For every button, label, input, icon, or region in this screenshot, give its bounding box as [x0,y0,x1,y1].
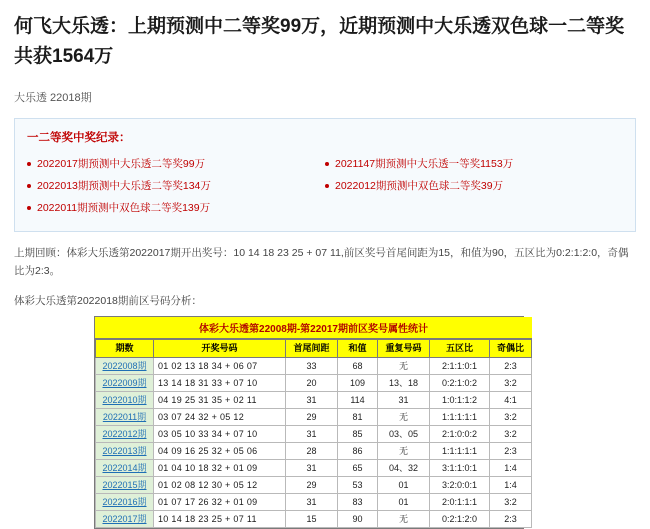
award-record-column-right [325,153,623,219]
cell-gap: 31 [286,392,338,409]
cell-odd-even: 3:2 [490,426,532,443]
table-row [96,426,532,443]
cell-repeat: 无 [378,443,430,460]
cell-gap: 31 [286,460,338,477]
page-title: 何飞大乐透：上期预测中二等奖99万，近期预测中大乐透双色球一二等奖共获1564万 [14,16,625,67]
cell-repeat: 无 [378,409,430,426]
list-item[interactable]: 2022012期预测中双色球二等奖39万 [325,175,623,197]
cell-numbers: 01 07 17 26 32 + 01 09 [154,494,286,511]
cell-odd-even: 3:2 [490,375,532,392]
list-item[interactable]: 2022011期预测中双色球二等奖139万 [27,197,325,219]
cell-five-zone: 2:1:1:0:1 [430,358,490,375]
cell-issue[interactable]: 2022011期 [96,409,154,426]
cell-five-zone: 1:1:1:1:1 [430,409,490,426]
cell-repeat: 31 [378,392,430,409]
cell-issue[interactable]: 2022016期 [96,494,154,511]
cell-numbers: 01 02 08 12 30 + 05 12 [154,477,286,494]
cell-numbers: 13 14 18 31 33 + 07 10 [154,375,286,392]
cell-sum: 90 [338,511,378,528]
stats-table-caption: 体彩大乐透第22008期-第22017期前区奖号属性统计 [95,317,532,339]
cell-five-zone: 3:1:1:0:1 [430,460,490,477]
award-record-title: 一二等奖中奖纪录： [27,132,131,144]
cell-five-zone: 1:1:1:1:1 [430,443,490,460]
cell-sum: 83 [338,494,378,511]
cell-gap: 33 [286,358,338,375]
cell-repeat: 13、18 [378,375,430,392]
cell-five-zone: 2:0:1:1:1 [430,494,490,511]
cell-numbers: 03 05 10 33 34 + 07 10 [154,426,286,443]
cell-issue[interactable]: 2022014期 [96,460,154,477]
column-header-numbers: 开奖号码 [154,340,286,358]
column-header-issue: 期数 [96,340,154,358]
cell-odd-even: 4:1 [490,392,532,409]
cell-odd-even: 2:3 [490,511,532,528]
cell-issue[interactable]: 2022015期 [96,477,154,494]
cell-odd-even: 3:2 [490,494,532,511]
cell-gap: 31 [286,426,338,443]
cell-numbers: 04 09 16 25 32 + 05 06 [154,443,286,460]
cell-gap: 20 [286,375,338,392]
column-header-five-zone: 五区比 [430,340,490,358]
cell-numbers: 04 19 25 31 35 + 02 11 [154,392,286,409]
analysis-intro-paragraph: 体彩大乐透第2022018期前区号码分析： [14,295,202,307]
table-row [96,494,532,511]
cell-gap: 28 [286,443,338,460]
cell-five-zone: 2:1:0:0:2 [430,426,490,443]
column-header-gap: 首尾间距 [286,340,338,358]
cell-five-zone: 0:2:1:0:2 [430,375,490,392]
cell-sum: 86 [338,443,378,460]
lottery-stats-table [95,317,532,528]
column-header-odd-even: 奇偶比 [490,340,532,358]
table-row [96,392,532,409]
previous-review-paragraph: 上期回顾：体彩大乐透第2022017期开出奖号：10 14 18 23 25 + 07 11,前区奖号首尾间距为15，和值为90，五区比为0:2:1:2:0，奇偶比为2:3。 [14,247,629,277]
cell-issue[interactable]: 2022008期 [96,358,154,375]
list-item[interactable]: 2022017期预测中大乐透二等奖99万 [27,153,325,175]
table-row [96,477,532,494]
cell-repeat: 03、05 [378,426,430,443]
column-header-sum: 和值 [338,340,378,358]
cell-odd-even: 1:4 [490,460,532,477]
cell-numbers: 01 04 10 18 32 + 01 09 [154,460,286,477]
cell-five-zone: 1:0:1:1:2 [430,392,490,409]
cell-repeat: 04、32 [378,460,430,477]
cell-odd-even: 3:2 [490,409,532,426]
column-header-repeat: 重复号码 [378,340,430,358]
cell-issue[interactable]: 2022009期 [96,375,154,392]
cell-numbers: 10 14 18 23 25 + 07 11 [154,511,286,528]
table-row [96,460,532,477]
table-header-row [96,340,532,358]
table-row [96,511,532,528]
cell-sum: 53 [338,477,378,494]
cell-sum: 114 [338,392,378,409]
cell-repeat: 01 [378,477,430,494]
table-row [96,358,532,375]
cell-issue[interactable]: 2022012期 [96,426,154,443]
cell-issue[interactable]: 2022017期 [96,511,154,528]
cell-gap: 31 [286,494,338,511]
cell-odd-even: 2:3 [490,443,532,460]
cell-sum: 81 [338,409,378,426]
cell-five-zone: 3:2:0:0:1 [430,477,490,494]
cell-sum: 85 [338,426,378,443]
cell-sum: 65 [338,460,378,477]
cell-repeat: 无 [378,358,430,375]
cell-odd-even: 2:3 [490,358,532,375]
list-item[interactable]: 2022013期预测中大乐透二等奖134万 [27,175,325,197]
award-record-box [14,118,636,232]
table-row [96,375,532,392]
cell-repeat: 01 [378,494,430,511]
cell-issue[interactable]: 2022013期 [96,443,154,460]
article-subtitle: 大乐透 22018期 [14,92,92,104]
list-item[interactable]: 2021147期预测中大乐透一等奖1153万 [325,153,623,175]
table-row [96,443,532,460]
stats-table-wrapper [94,316,524,529]
cell-five-zone: 0:2:1:2:0 [430,511,490,528]
cell-issue[interactable]: 2022010期 [96,392,154,409]
cell-odd-even: 1:4 [490,477,532,494]
cell-sum: 109 [338,375,378,392]
cell-repeat: 无 [378,511,430,528]
table-row [96,409,532,426]
award-record-grid [27,153,623,219]
cell-gap: 15 [286,511,338,528]
cell-numbers: 01 02 13 18 34 + 06 07 [154,358,286,375]
cell-numbers: 03 07 24 32 + 05 12 [154,409,286,426]
cell-gap: 29 [286,477,338,494]
award-record-column-left [27,153,325,219]
cell-gap: 29 [286,409,338,426]
cell-sum: 68 [338,358,378,375]
